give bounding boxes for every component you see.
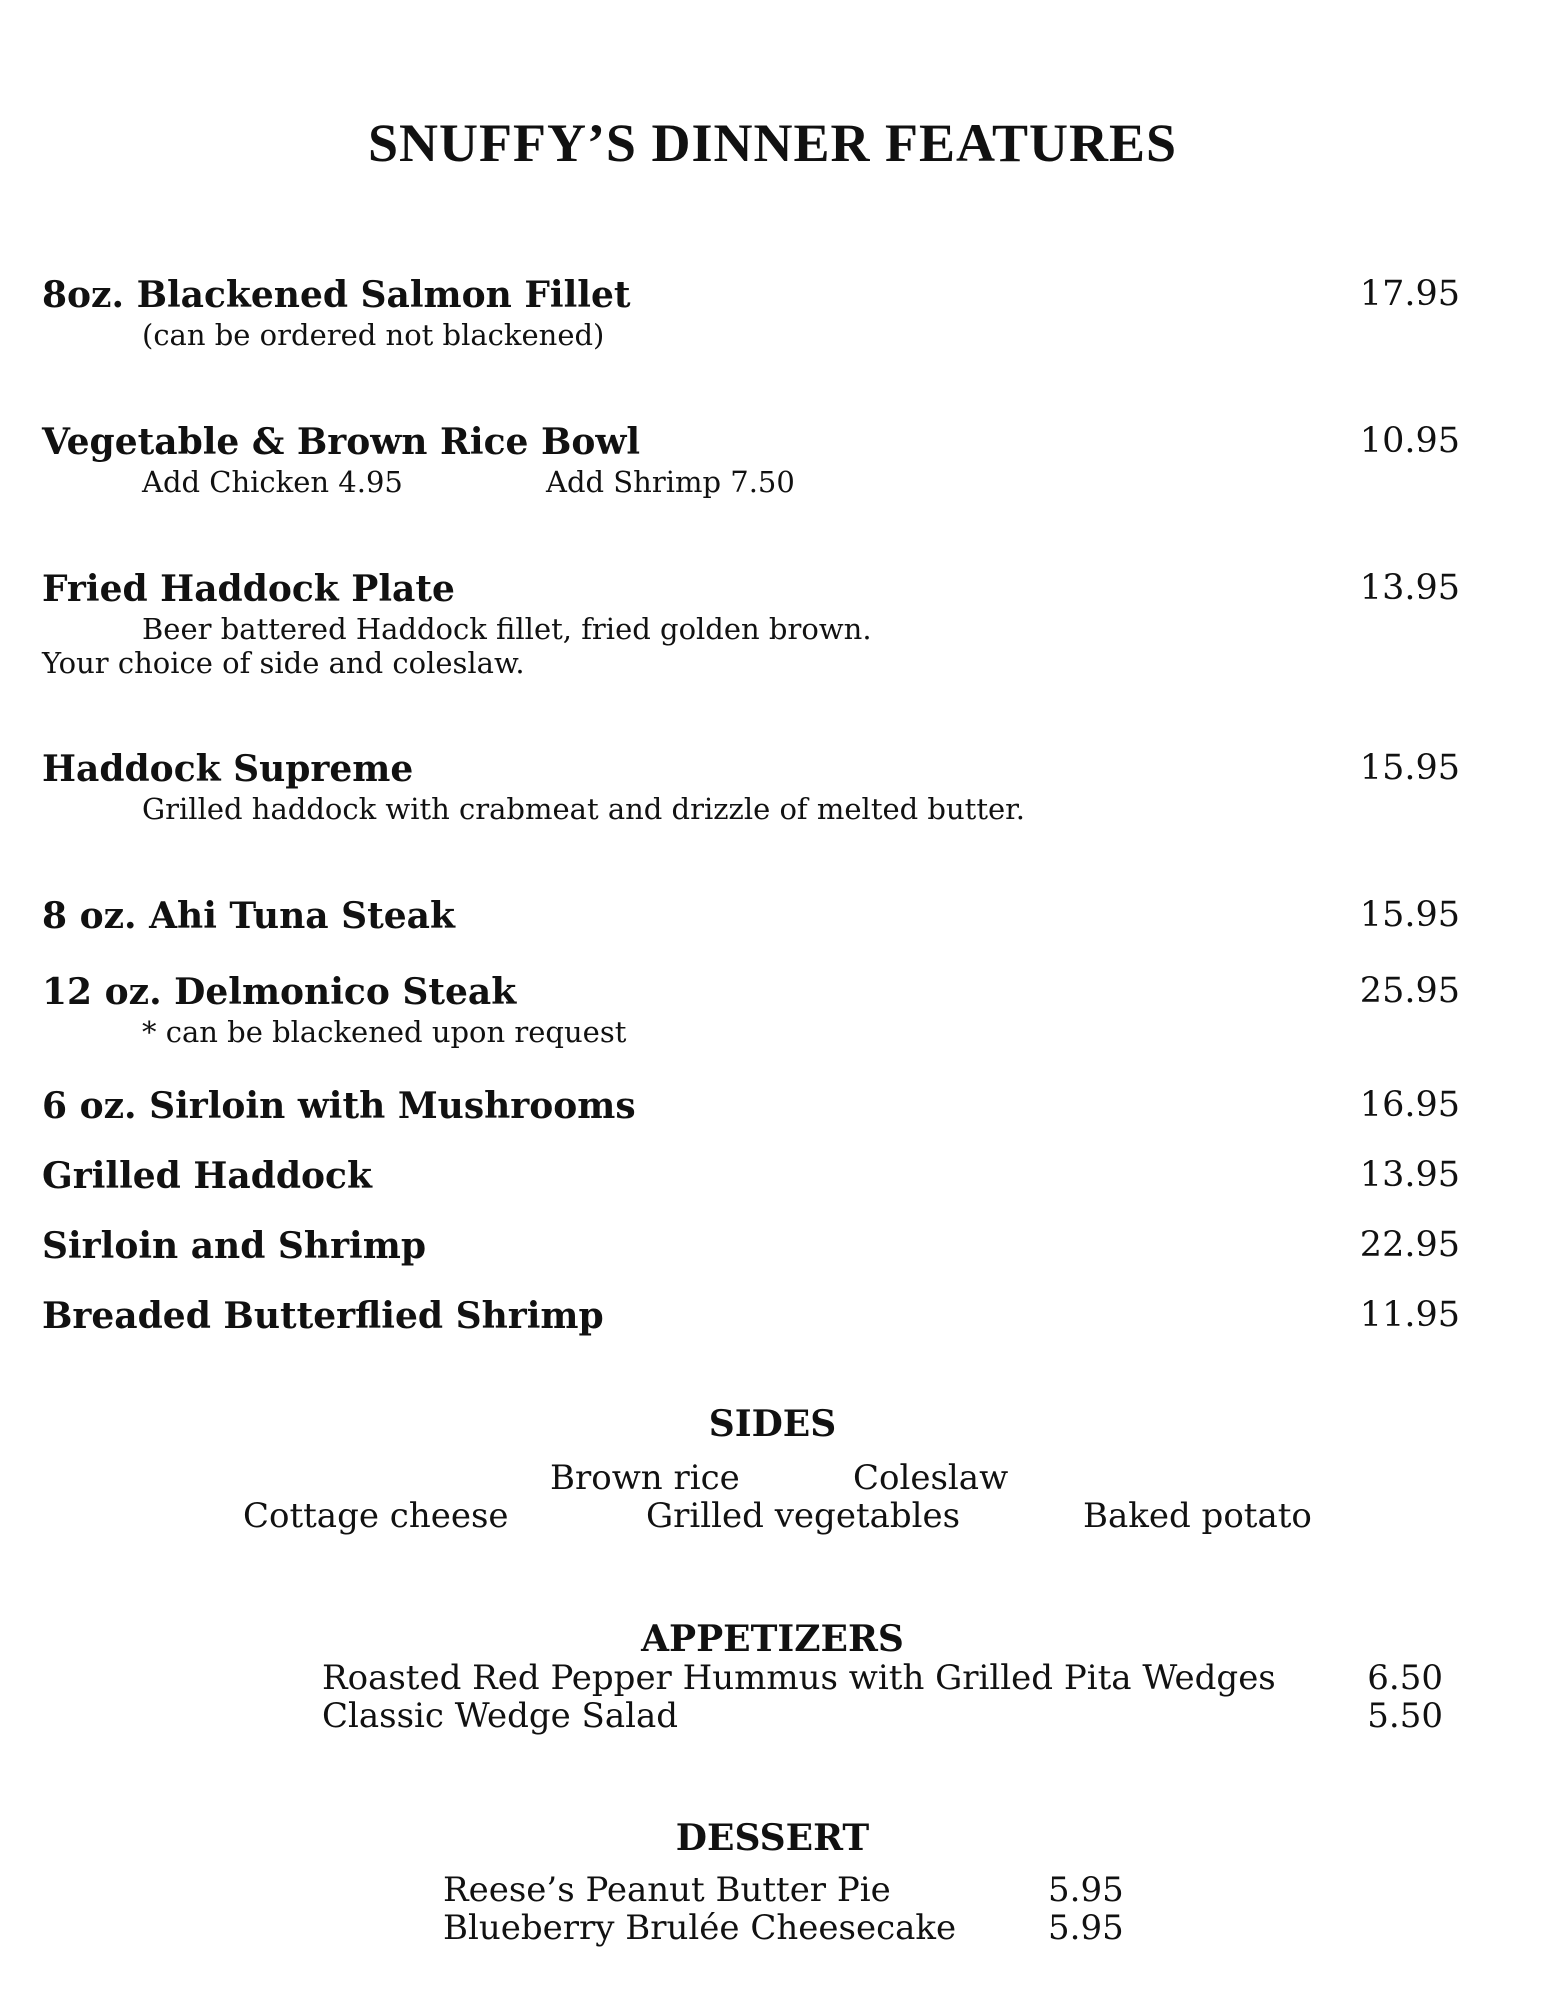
dessert-price: 5.95: [1048, 1870, 1124, 1910]
menu-item: [42, 1225, 1460, 1269]
side-item: Cottage cheese: [243, 1496, 509, 1536]
appetizers-title: APPETIZERS: [641, 1618, 904, 1660]
appetizer-price: 6.50: [1367, 1658, 1443, 1698]
item-name: Breaded Butterflied Shrimp: [42, 1295, 604, 1337]
item-name: 8oz. Blackened Salmon Fillet: [42, 274, 631, 316]
item-name: Vegetable & Brown Rice Bowl: [42, 421, 641, 463]
item-note: Grilled haddock with crabmeat and drizzle of melted butter.: [142, 792, 1026, 826]
item-name: Grilled Haddock: [42, 1155, 372, 1197]
item-price: 25.95: [1359, 971, 1460, 1011]
appetizer-name: Roasted Red Pepper Hummus with Grilled Pita Wedges: [322, 1658, 1276, 1698]
side-item: Baked potato: [1083, 1496, 1312, 1536]
item-note: * can be blackened upon request: [142, 1015, 627, 1049]
dessert-name: Blueberry Brulée Cheesecake: [443, 1908, 957, 1948]
item-name: 8 oz. Ahi Tuna Steak: [42, 895, 455, 937]
item-price: 15.95: [1359, 748, 1460, 788]
item-name: 12 oz. Delmonico Steak: [42, 971, 517, 1013]
item-price: 10.95: [1359, 421, 1460, 461]
side-item: Coleslaw: [853, 1458, 1009, 1498]
menu-item: [42, 1295, 1460, 1339]
dessert-price: 5.95: [1048, 1908, 1124, 1948]
item-name: Haddock Supreme: [42, 748, 414, 790]
item-price: 13.95: [1359, 1155, 1460, 1195]
menu-item: [42, 1085, 1460, 1129]
menu-item: [42, 421, 1460, 499]
item-price: 13.95: [1359, 568, 1460, 608]
menu-item: [42, 1155, 1460, 1199]
dessert-title: DESSERT: [675, 1817, 870, 1859]
item-addons: [42, 465, 1460, 499]
item-price: 16.95: [1359, 1085, 1460, 1125]
item-price: 22.95: [1359, 1225, 1460, 1265]
menu-title: SNUFFY’S DINNER FEATURES: [367, 113, 1178, 173]
item-note: Beer battered Haddock fillet, fried golden brown.: [142, 612, 872, 646]
item-price: 11.95: [1359, 1295, 1460, 1335]
item-price: 15.95: [1359, 895, 1460, 935]
appetizer-name: Classic Wedge Salad: [322, 1696, 679, 1736]
item-name: 6 oz. Sirloin with Mushrooms: [42, 1085, 636, 1127]
menu-item: [42, 568, 1460, 680]
item-note-continued: Your choice of side and coleslaw.: [42, 646, 525, 680]
menu-item: [42, 971, 1460, 1049]
addon-shrimp: Add Shrimp 7.50: [546, 465, 795, 499]
menu-item: [42, 274, 1460, 352]
menu-item: [42, 895, 1460, 939]
item-name: Sirloin and Shrimp: [42, 1225, 426, 1267]
item-name: Fried Haddock Plate: [42, 568, 455, 610]
appetizer-price: 5.50: [1367, 1696, 1443, 1736]
item-price: 17.95: [1359, 274, 1460, 314]
item-note: (can be ordered not blackened): [142, 318, 605, 352]
sides-title: SIDES: [708, 1403, 837, 1445]
menu-item: [42, 748, 1460, 826]
side-item: Brown rice: [550, 1458, 740, 1498]
dessert-name: Reese’s Peanut Butter Pie: [443, 1870, 891, 1910]
addon-chicken: Add Chicken 4.95: [142, 465, 403, 499]
side-item: Grilled vegetables: [646, 1496, 961, 1536]
